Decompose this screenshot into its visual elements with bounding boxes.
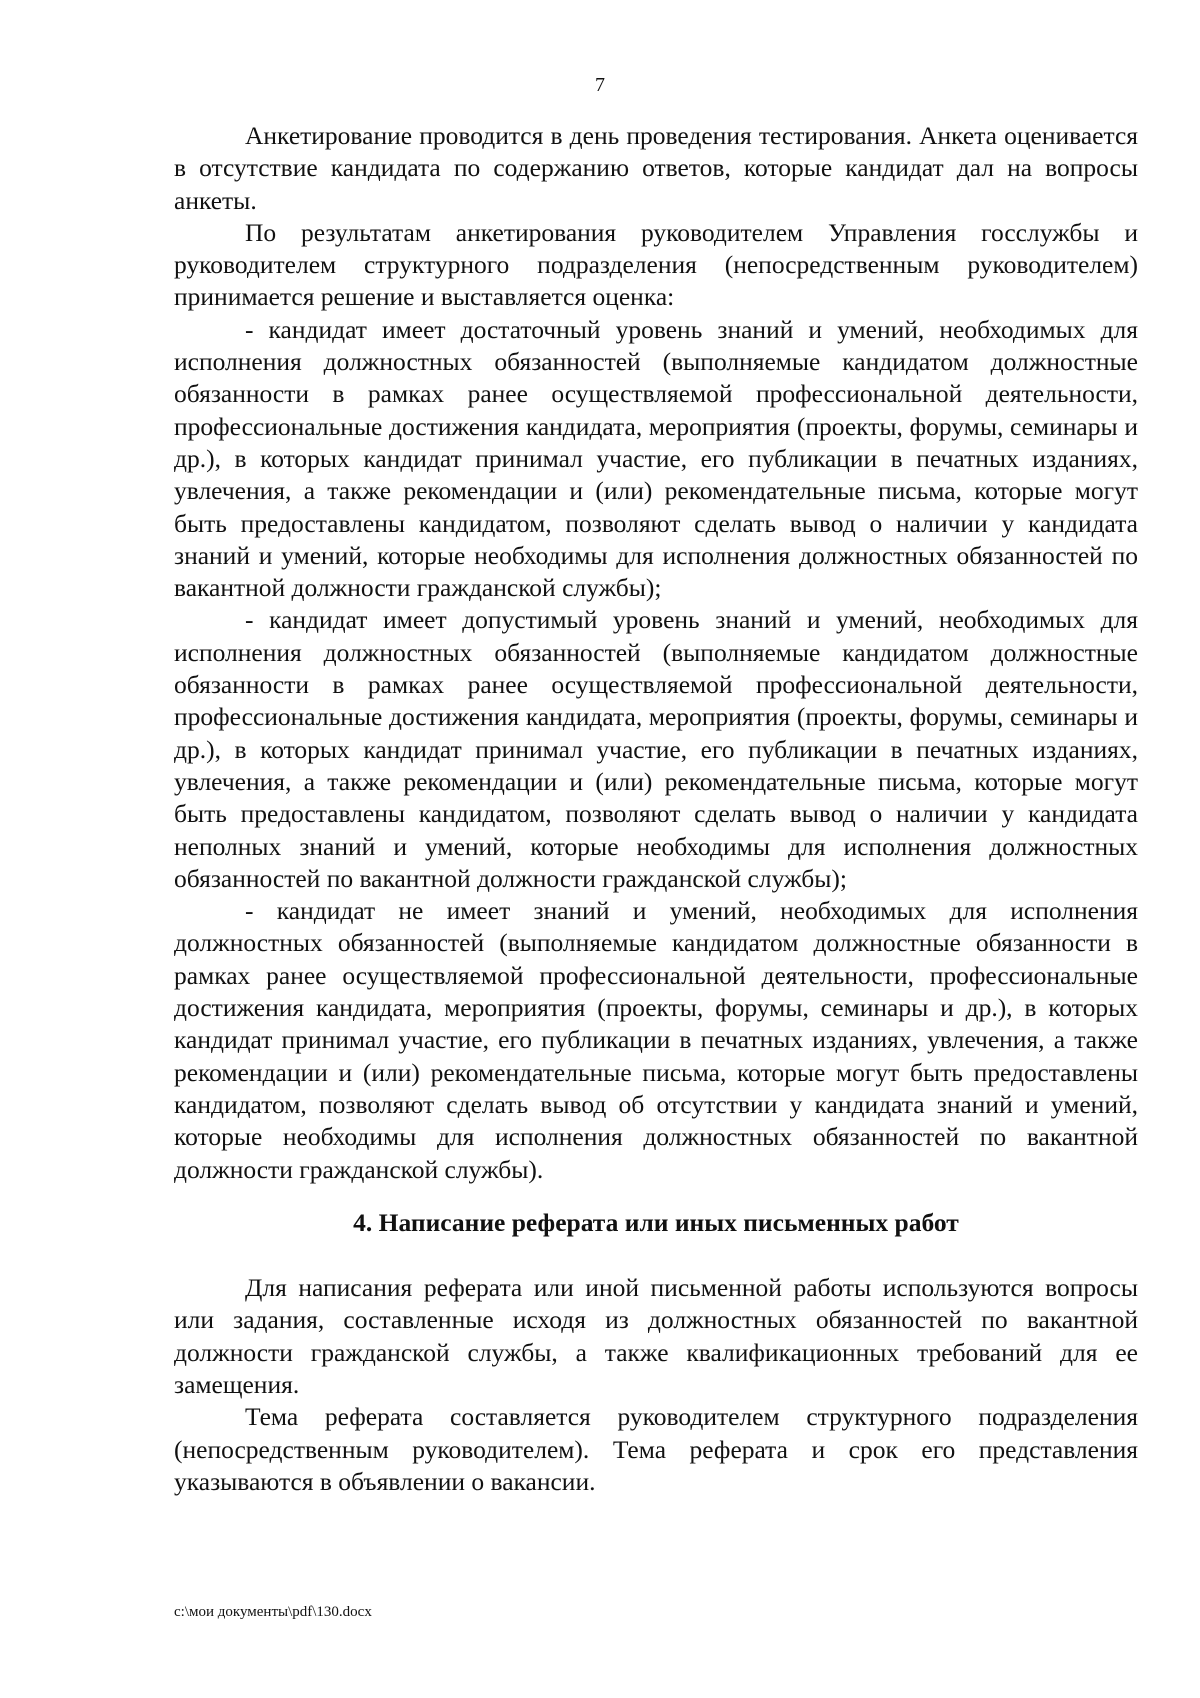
paragraph-essay-questions: Для написания реферата или иной письменной работы используются вопросы или задания, составленные исходя из должностных обязанностей по вакантной должности гражданской службы, а также квалификационных требований для ее замещения.	[174, 1273, 1138, 1399]
page-number: 7	[595, 74, 605, 96]
section-heading: 4. Написание реферата или иных письменных работ	[353, 1207, 959, 1237]
paragraph-essay-topic: Тема реферата составляется руководителем структурного подразделения (непосредственным руководителем). Тема реферата и срок его представления указываются в объявлении о вакансии.	[174, 1402, 1138, 1496]
paragraph-rating-none: - кандидат не имеет знаний и умений, необходимых для исполнения должностных обязанностей (выполняемые кандидатом должностные обязанности в рамках ранее осуществляемой профессиональной деятельности, профессиональные достижения кандидата, мероприятия (проекты, форумы, семинары и др.), в которых кандидат принимал участие, его публикации в печатных изданиях, увлечения, а также рекомендации и (или) рекомендательные письма, которые могут быть предоставлены кандидатом, позволяют сделать вывод об отсутствии у кандидата знаний и умений, которые необходимы для исполнения должностных обязанностей по вакантной должности гражданской службы).	[174, 896, 1138, 1184]
paragraph-rating-acceptable: - кандидат имеет допустимый уровень знаний и умений, необходимых для исполнения должностных обязанностей (выполняемые кандидатом должностные обязанности в рамках ранее осуществляемой профессиональной деятельности, профессиональные достижения кандидата, мероприятия (проекты, форумы, семинары и др.), в которых кандидат принимал участие, его публикации в печатных изданиях, увлечения, а также рекомендации и (или) рекомендательные письма, которые могут быть предоставлены кандидатом, позволяют сделать вывод о наличии у кандидата неполных знаний и умений, которые необходимы для исполнения должностных обязанностей по вакантной должности гражданской службы);	[174, 605, 1138, 893]
footer-file-path: c:\мои документы\pdf\130.docx	[174, 1604, 372, 1620]
document-body	[174, 120, 1138, 1498]
paragraph-survey-procedure: Анкетирование проводится в день проведения тестирования. Анкета оценивается в отсутствие кандидата по содержанию ответов, которые кандидат дал на вопросы анкеты.	[174, 121, 1138, 215]
paragraph-survey-results: По результатам анкетирования руководителем Управления госслужбы и руководителем структурного подразделения (непосредственным руководителем) принимается решение и выставляется оценка:	[174, 217, 1138, 312]
paragraph-rating-sufficient: - кандидат имеет достаточный уровень знаний и умений, необходимых для исполнения должностных обязанностей (выполняемые кандидатом должностные обязанности в рамках ранее осуществляемой профессиональной деятельности, профессиональные достижения кандидата, мероприятия (проекты, форумы, семинары и др.), в которых кандидат принимал участие, его публикации в печатных изданиях, увлечения, а также рекомендации и (или) рекомендательные письма, которые могут быть предоставлены кандидатом, позволяют сделать вывод о наличии у кандидата знаний и умений, которые необходимы для исполнения должностных обязанностей по вакантной должности гражданской службы);	[174, 314, 1138, 603]
